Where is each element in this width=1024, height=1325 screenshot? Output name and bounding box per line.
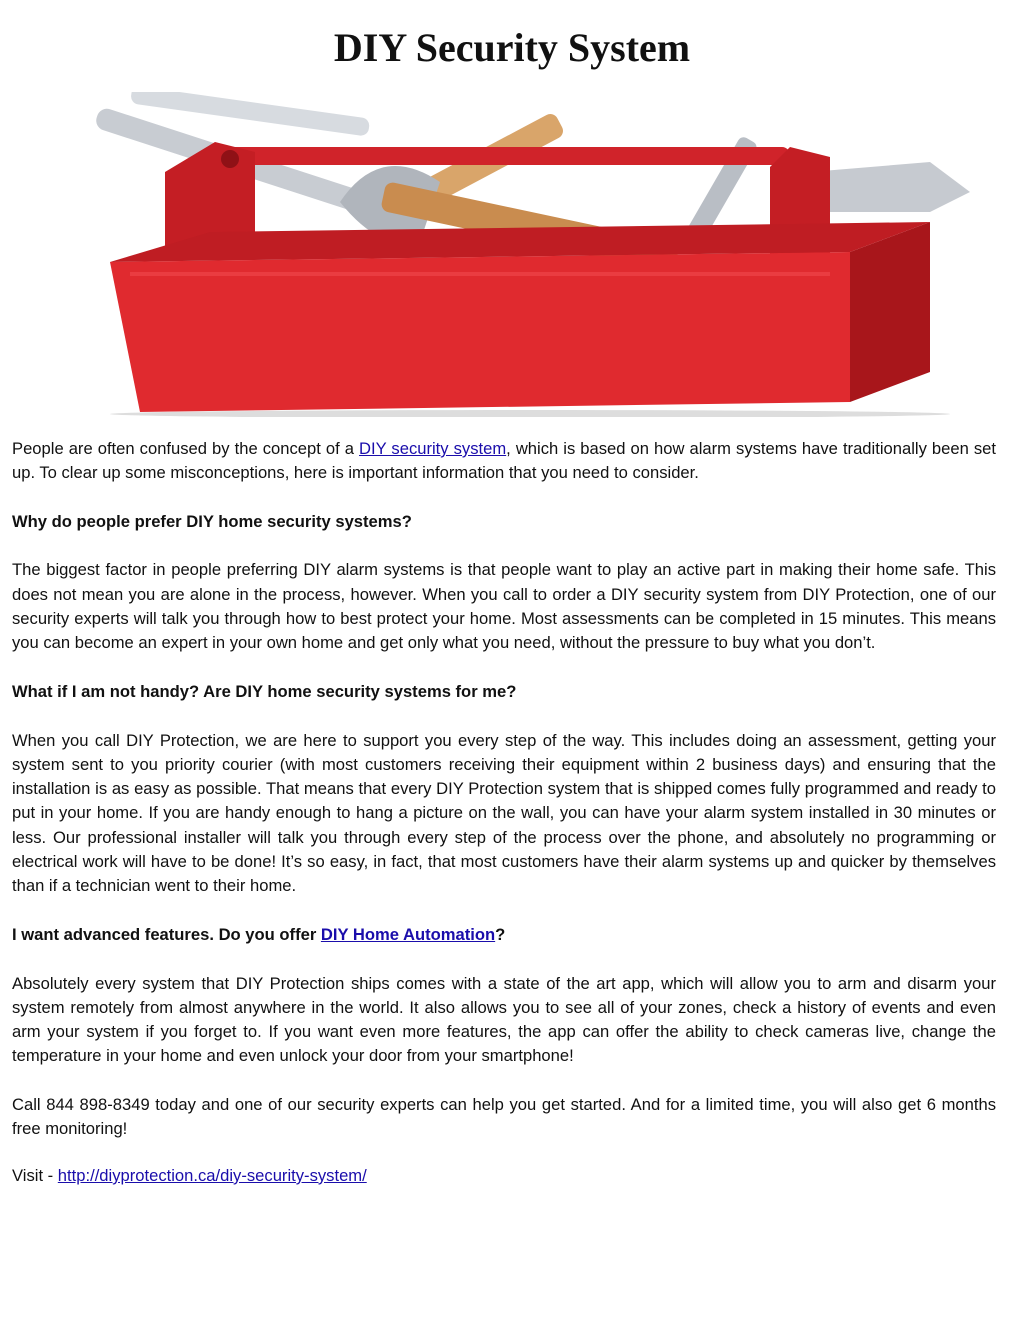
- call-to-action: Call 844 898-8349 today and one of our security experts can help you get started. And for a limited time, you will also get 6 months free monitoring!: [12, 1095, 996, 1139]
- section-paragraph-why-diy: The biggest factor in people preferring DIY alarm systems is that people want to play an active part in making their home safe. This does not mean you are alone in the process, however. When you call to order a DIY security system from DIY Protection, one of our security experts will talk you through how to best protect your home. Most assessments can be completed in 15 minutes. This means you can become an expert in your own home and get only what you need, without the pressure to buy what you don’t.: [12, 560, 996, 653]
- section-paragraph-not-handy: When you call DIY Protection, we are here to support you every step of the way. This includes doing an assessment, getting your system sent to you priority courier (with most customers receiving their equipment within 2 business days) and ensuring that the installation is as easy as possible. That means that every DIY Protection system that is shipped comes fully programmed and ready to put in your home. If you are handy enough to hang a picture on the wall, you can have your alarm system installed in 30 minutes or less. Our professional installer will talk you through every step of the process over the phone, and absolutely no programming or electrical work will have to be done! It’s so easy, in fact, that most customers have their alarm systems up and quicker by themselves than if a technician went to their home.: [12, 730, 996, 896]
- visit-url-link[interactable]: http://diyprotection.ca/diy-security-system/: [57, 1165, 367, 1185]
- toolbox-image: [70, 92, 990, 417]
- section-heading-why-diy: Why do people prefer DIY home security systems?: [12, 511, 412, 531]
- visit-line: Visit - http://diyprotection.ca/diy-security-system/: [12, 1165, 367, 1185]
- diy-home-automation-link[interactable]: DIY Home Automation: [320, 924, 496, 944]
- intro-paragraph: People are often confused by the concept of a DIY security system, which is based on how alarm systems have traditionally been set up. To clear up some misconceptions, here is important information that you need to consider.: [12, 439, 996, 483]
- section-heading-advanced-features: I want advanced features. Do you offer DIY Home Automation?: [12, 924, 506, 944]
- section-paragraph-advanced-features: Absolutely every system that DIY Protection ships comes with a state of the art app, which will allow you to arm and disarm your system remotely from almost anywhere in the world. It also allows you to see all of your zones, check a history of events and even arm your system if you forget to. If you want even more features, the app can offer the ability to check cameras live, change the temperature in your home and even unlock your door from your smartphone!: [12, 973, 996, 1066]
- article-body: [12, 437, 996, 1188]
- section-heading-not-handy: What if I am not handy? Are DIY home security systems for me?: [12, 681, 517, 701]
- diy-security-system-link[interactable]: DIY security system: [359, 439, 507, 458]
- page-title: DIY Security System: [333, 25, 691, 70]
